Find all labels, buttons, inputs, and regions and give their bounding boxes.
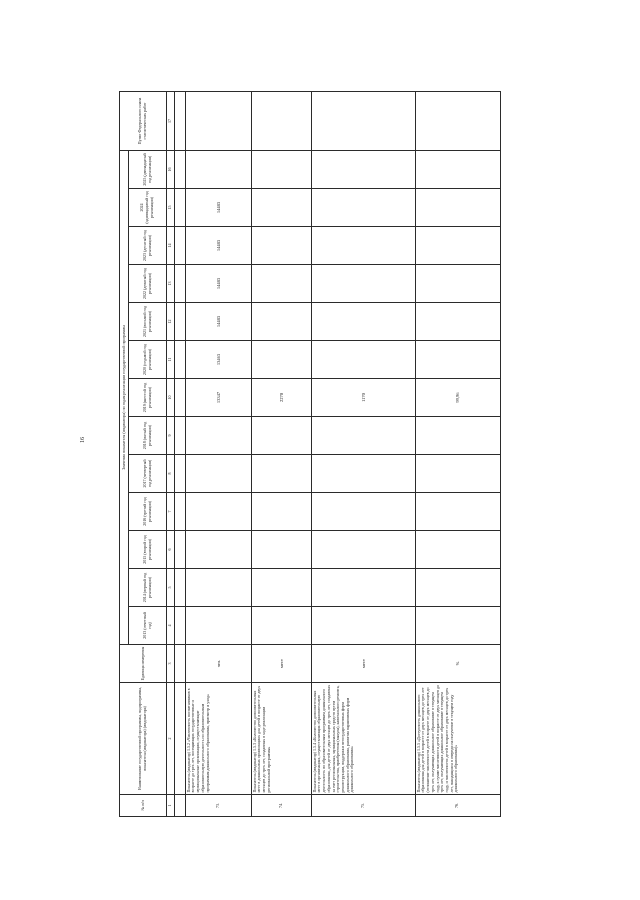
table-row xyxy=(251,91,311,816)
column-number: 13 xyxy=(167,265,175,303)
value-cell xyxy=(415,150,500,188)
value-cell xyxy=(415,607,500,645)
value-cell xyxy=(251,455,311,493)
value-cell: 13347 xyxy=(185,379,251,417)
table-row-blank xyxy=(174,91,185,816)
table-row xyxy=(415,91,500,816)
value-cell xyxy=(251,303,311,341)
value-cell: 2270 xyxy=(251,379,311,417)
value-cell xyxy=(311,417,415,455)
header-year: 2013 (отчетный год) xyxy=(129,607,167,645)
value-cell xyxy=(311,303,415,341)
page-number: 16 xyxy=(80,437,86,443)
value-cell xyxy=(251,569,311,607)
header-num: № п/п xyxy=(120,795,167,817)
value-cell xyxy=(251,531,311,569)
row-number: 75. xyxy=(311,795,415,817)
value-cell: 14483 xyxy=(185,265,251,303)
value-cell xyxy=(415,455,500,493)
column-number: 11 xyxy=(167,341,175,379)
value-cell xyxy=(251,341,311,379)
header-unit: Единица измерения xyxy=(120,645,167,683)
column-number: 16 xyxy=(167,150,175,188)
indicator-name: Показатель (индикатор) 1.5.5 «Доступность дошкольного образования для детей в возрасте от двух месяцев до трех лет (отношение численности детей в возрасте от двух месяцев до трех лет, получающих дошкольное образование в текущем году, к сумме численности детей в возрасте от двух месяцев до трех лет, получающих дошкольное образование в текущем году, и численности детей в возрасте от двух месяцев до трех лет, находящихся в очереди на получение в текущем году дошкольного образования)» xyxy=(415,683,500,795)
value-cell xyxy=(251,189,311,227)
value-cell xyxy=(415,227,500,265)
row-number: 76. xyxy=(415,795,500,817)
unit-cell: мест xyxy=(311,645,415,683)
value-cell xyxy=(415,341,500,379)
value-cell xyxy=(185,569,251,607)
value-cell xyxy=(311,455,415,493)
value-cell xyxy=(415,303,500,341)
column-number: 15 xyxy=(167,189,175,227)
value-cell: 13463 xyxy=(185,341,251,379)
value-cell xyxy=(311,531,415,569)
value-cell: 14483 xyxy=(185,303,251,341)
value-cell xyxy=(415,493,500,531)
value-cell xyxy=(251,417,311,455)
value-cell: 14483 xyxy=(185,227,251,265)
value-cell xyxy=(311,189,415,227)
rotated-table-container xyxy=(119,92,499,817)
header-values-group: Значения показателя (индикатора) по годам реализации государственной программы xyxy=(120,150,129,644)
column-number: 1 xyxy=(167,795,175,817)
column-number: 12 xyxy=(167,303,175,341)
value-cell xyxy=(251,607,311,645)
header-year: 2015 (второй год реализации) xyxy=(129,531,167,569)
header-responsible: Пункт Федерального плана статистических работ xyxy=(120,91,167,150)
header-year: 2014 (первый год реализации) xyxy=(129,569,167,607)
value-cell xyxy=(185,455,251,493)
indicator-name: Показатель (индикатор) 1.5.2 «Численность воспитанников в возрасте до трех лет, посещающих государственные и муниципальные организации, осуществляющие образовательную деятельность по образовательным программам дошкольного образования, присмотр и уход» xyxy=(185,683,251,795)
value-cell xyxy=(311,493,415,531)
header-year: 2022 (девятый год реализации) xyxy=(129,265,167,303)
header-year: 2025 (двенадцатый год реализации) xyxy=(129,150,167,188)
column-number: 6 xyxy=(167,531,175,569)
column-number: 8 xyxy=(167,455,175,493)
value-cell xyxy=(415,531,500,569)
indicator-name: Показатель (индикатор) 1.5.3 «Количество дополнительных мест в дошкольных организациях для детей в возрасте от двух месяцев до трех лет, созданных в ходе реализации региональной программы» xyxy=(251,683,311,795)
value-cell xyxy=(415,265,500,303)
value-cell xyxy=(185,150,251,188)
header-row-1 xyxy=(120,91,129,816)
value-cell xyxy=(311,227,415,265)
column-number: 4 xyxy=(167,607,175,645)
value-cell xyxy=(415,189,500,227)
row-number: 73. xyxy=(185,795,251,817)
responsible-cell xyxy=(311,91,415,150)
value-cell xyxy=(311,607,415,645)
value-cell xyxy=(251,265,311,303)
value-cell xyxy=(251,493,311,531)
header-year: 2024 (одиннадцатый год реализации) xyxy=(129,189,167,227)
header-year: 2016 (третий год реализации) xyxy=(129,493,167,531)
header-year: 2023 (десятый год реализации) xyxy=(129,227,167,265)
value-cell xyxy=(311,265,415,303)
value-cell xyxy=(415,417,500,455)
table-row xyxy=(185,91,251,816)
indicators-table xyxy=(119,91,501,817)
column-number: 2 xyxy=(167,683,175,795)
unit-cell: мест xyxy=(251,645,311,683)
column-number: 9 xyxy=(167,417,175,455)
header-year: 2021 (восьмой год реализации) xyxy=(129,303,167,341)
column-number: 10 xyxy=(167,379,175,417)
column-number: 7 xyxy=(167,493,175,531)
value-cell xyxy=(251,150,311,188)
indicator-name: Показатель (индикатор) 1.5.4 «Количество дополнительных мест в организациях, осуществляющих образовательную деятельность по образовательным программам дошкольного образования, для детей от двух месяцев до трех лет, созданных за счет региональных, муниципальных средств путем строительства, приобретения (выкупа), капитального ремонта, реконструкции, поддержки негосударственных форм дошкольного образования, развития вариативных форм дошкольного образования» xyxy=(311,683,415,795)
value-cell xyxy=(311,341,415,379)
value-cell: 99,96 xyxy=(415,379,500,417)
header-year: 2020 (седьмой год реализации) xyxy=(129,341,167,379)
value-cell xyxy=(415,569,500,607)
value-cell: 1170 xyxy=(311,379,415,417)
unit-cell: чел. xyxy=(185,645,251,683)
value-cell xyxy=(311,569,415,607)
column-number-row xyxy=(167,91,175,816)
value-cell xyxy=(185,417,251,455)
column-number: 17 xyxy=(167,91,175,150)
column-number: 5 xyxy=(167,569,175,607)
responsible-cell xyxy=(415,91,500,150)
header-year: 2017 (четвертый год реализации) xyxy=(129,455,167,493)
responsible-cell xyxy=(185,91,251,150)
value-cell xyxy=(311,150,415,188)
value-cell: 14483 xyxy=(185,189,251,227)
unit-cell: % xyxy=(415,645,500,683)
header-year: 2019 (шестой год реализации) xyxy=(129,379,167,417)
table-row xyxy=(311,91,415,816)
column-number: 14 xyxy=(167,227,175,265)
value-cell xyxy=(251,227,311,265)
row-number: 74. xyxy=(251,795,311,817)
responsible-cell xyxy=(251,91,311,150)
value-cell xyxy=(185,493,251,531)
value-cell xyxy=(185,531,251,569)
column-number: 3 xyxy=(167,645,175,683)
header-name: Наименование государственной программы, подпрограммы, показателя (индикатора) (индикатора) xyxy=(120,683,167,795)
value-cell xyxy=(185,607,251,645)
header-year: 2018 (пятый год реализации) xyxy=(129,417,167,455)
